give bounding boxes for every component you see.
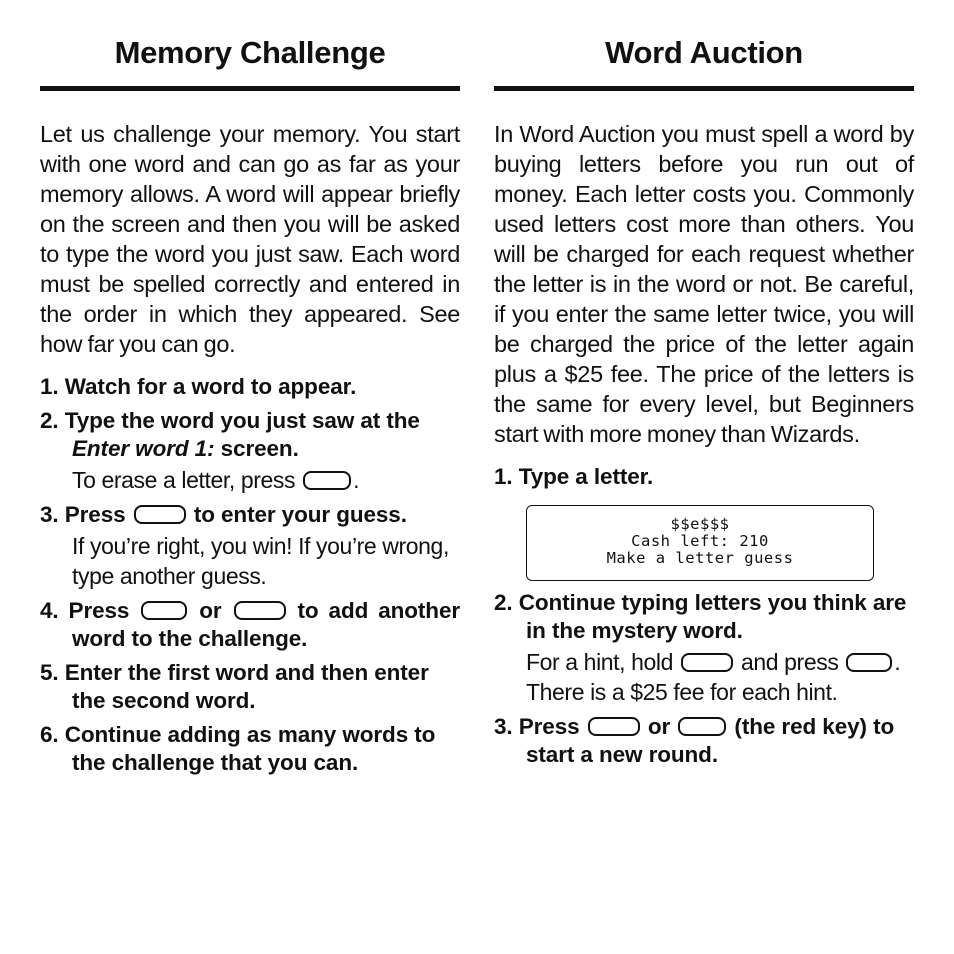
step-3-title	[494, 713, 914, 769]
word-auction-section	[494, 30, 914, 769]
step-1-title: 1. Watch for a word to appear.	[40, 374, 357, 399]
word-auction-title: Word Auction	[605, 35, 803, 70]
word-auction-steps	[494, 463, 914, 769]
hold-key-icon	[681, 653, 733, 672]
step-2-text-b: screen.	[214, 436, 299, 461]
step-2	[40, 407, 460, 495]
memory-challenge-intro: Let us challenge your memory. You start with one word and can go as far as your memory allows. A word will appear briefly on the screen and then you will be asked to type the word you just saw. Each word must be spelled correctly and entered in the order in which they appeared. See how far you can go.	[40, 121, 460, 357]
step-2-note	[494, 647, 914, 707]
lcd-line-2: Cash left: 210	[631, 532, 769, 550]
title-rule	[494, 86, 914, 91]
step-2	[494, 589, 914, 707]
step-2-title	[40, 407, 460, 463]
erase-key-icon	[303, 471, 351, 490]
memory-challenge-section	[40, 30, 460, 777]
lcd-line-1: $$e$$$	[670, 515, 730, 533]
step-2-note-text: To erase a letter, press	[72, 467, 302, 493]
step-3-text-a: 3. Press	[40, 502, 132, 527]
step-6	[40, 721, 460, 777]
step-1	[40, 373, 460, 401]
memory-challenge-title: Memory Challenge	[114, 35, 386, 70]
step-1-title: 1. Type a letter.	[494, 464, 654, 489]
enter-key-icon	[134, 505, 186, 524]
red-key-icon	[678, 717, 726, 736]
step-4-text-b: to add another word to the challenge.	[72, 598, 461, 651]
key-1-icon	[141, 601, 187, 620]
step-3	[494, 713, 914, 769]
hint-key-icon	[846, 653, 892, 672]
step-3-text-b: to enter your guess.	[187, 502, 407, 527]
enter-word-screen-name: Enter word 1:	[72, 436, 215, 461]
step-5-title: 5. Enter the first word and then enter the second word.	[40, 660, 429, 713]
step-4-or: or	[189, 598, 232, 623]
title-rule	[40, 86, 460, 91]
key-2-icon	[234, 601, 286, 620]
step-2-title: 2. Continue typing letters you think are in the mystery word.	[494, 590, 907, 643]
step-2-text-a: 2. Type the word you just saw at the	[40, 408, 420, 433]
step-4-text-a: 4. Press	[40, 598, 140, 623]
new-round-key-icon	[588, 717, 640, 736]
step-3-or: or	[641, 714, 677, 739]
step-3-title	[40, 501, 460, 529]
step-4	[40, 597, 460, 653]
step-1	[494, 463, 914, 581]
step-6-title: 6. Continue adding as many words to the challenge that you can.	[40, 722, 436, 775]
memory-challenge-steps	[40, 373, 460, 777]
step-4-title	[40, 597, 460, 653]
step-2-note-text-a: For a hint, hold	[526, 649, 680, 675]
step-3	[40, 501, 460, 591]
lcd-line-3: Make a letter guess	[606, 549, 794, 567]
word-auction-intro: In Word Auction you must spell a word by buying letters before you run out of money. Each letter costs you. Commonly used letters cost more than others. You will be charged for each request whether the letter is in the word or not. Be careful, if you enter the same letter twice, you will be charged the price of the letter again plus a $25 fee. The price of the letters is the same for every level, but Beginners start with more money than Wizards.	[494, 121, 914, 447]
step-3-text-a: 3. Press	[494, 714, 586, 739]
lcd-display	[526, 505, 874, 581]
step-2-note-end: .	[353, 467, 360, 493]
step-2-note-text-b: and press	[735, 649, 845, 675]
step-5	[40, 659, 460, 715]
step-3-text-b: (the red key) to start a new round.	[526, 714, 895, 767]
step-2-note	[40, 465, 460, 495]
step-3-note: If you’re right, you win! If you’re wrong, type another guess.	[72, 533, 449, 589]
step-2-note-text-c: . There is a $25 fee for each hint.	[526, 649, 901, 705]
